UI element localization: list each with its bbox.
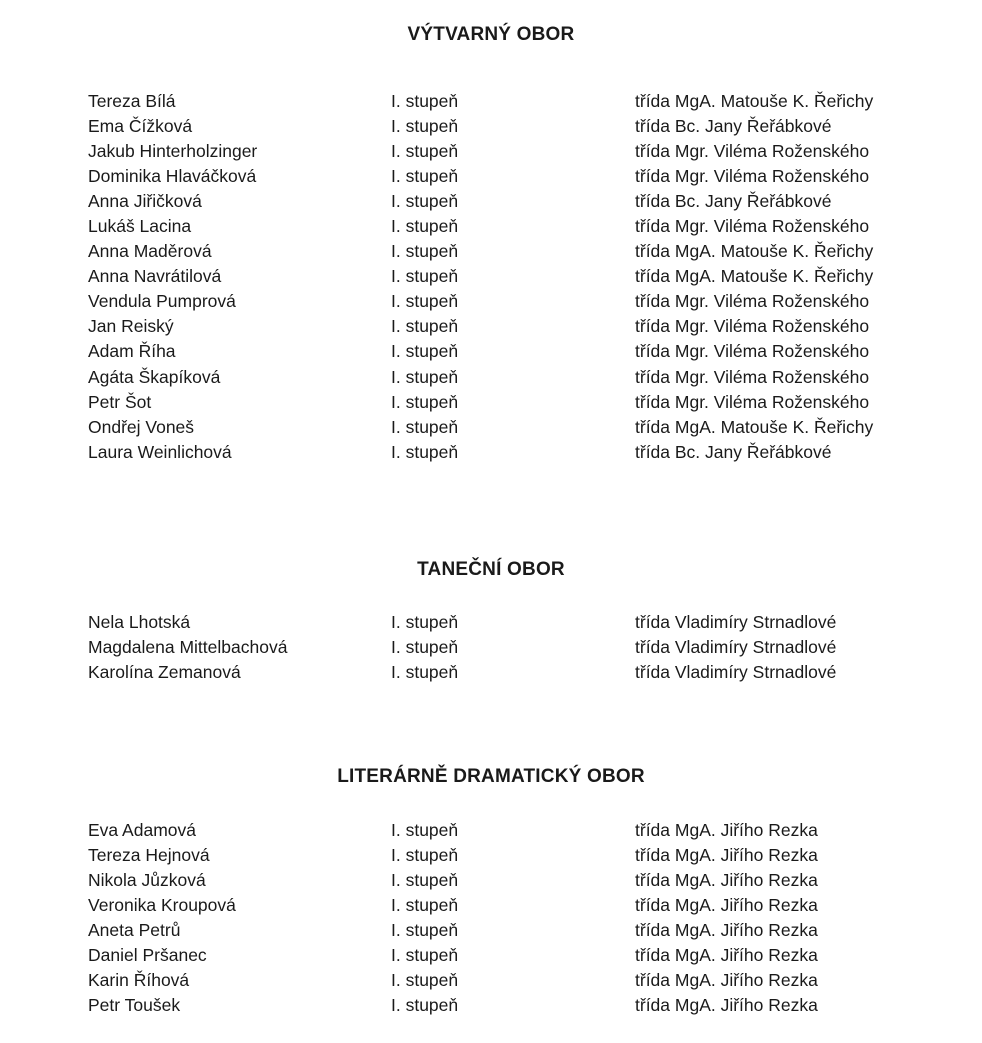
student-name: Anna Navrátilová [88,266,222,287]
student-name: Tereza Hejnová [88,844,210,865]
student-level: I. stupeň [391,291,459,312]
student-name: Jakub Hinterholzinger [88,140,258,161]
table-row [0,390,982,415]
table-row [0,214,982,239]
student-level: I. stupeň [391,391,459,412]
student-level: I. stupeň [391,441,459,462]
table-row [0,189,982,214]
student-name: Petr Toušek [88,995,181,1016]
student-name: Nela Lhotská [88,611,191,632]
student-class: třída MgA. Jiřího Rezka [635,995,818,1016]
student-level: I. stupeň [391,416,459,437]
student-list [0,610,982,685]
student-class: třída Vladimíry Strnadlové [635,661,837,682]
student-name: Veronika Kroupová [88,894,236,915]
table-row [0,635,982,660]
table-row [0,89,982,114]
table-row [0,339,982,364]
table-row [0,968,982,993]
student-name: Anna Maděrová [88,241,212,262]
section-title: VÝTVARNÝ OBOR [407,24,575,45]
student-level: I. stupeň [391,215,459,236]
table-row [0,415,982,440]
student-class: třída MgA. Jiřího Rezka [635,894,818,915]
table-row [0,264,982,289]
student-class: třída MgA. Jiřího Rezka [635,844,818,865]
student-name: Aneta Petrů [88,919,181,940]
student-class: třída Mgr. Viléma Roženského [635,316,870,337]
student-level: I. stupeň [391,844,459,865]
student-name: Anna Jiřičková [88,190,202,211]
student-class: třída Mgr. Viléma Roženského [635,391,870,412]
student-list [0,89,982,465]
section-title: TANEČNÍ OBOR [417,559,565,580]
student-name: Karin Říhová [88,970,190,991]
table-row [0,289,982,314]
student-level: I. stupeň [391,944,459,965]
student-name: Petr Šot [88,391,152,412]
student-level: I. stupeň [391,995,459,1016]
student-name: Vendula Pumprová [88,291,236,312]
student-name: Jan Reiský [88,316,174,337]
student-level: I. stupeň [391,90,459,111]
student-level: I. stupeň [391,819,459,840]
student-class: třída Mgr. Viléma Roženského [635,215,870,236]
student-level: I. stupeň [391,919,459,940]
student-class: třída MgA. Matouše K. Řeřichy [635,266,874,287]
table-row [0,164,982,189]
student-level: I. stupeň [391,894,459,915]
table-row [0,239,982,264]
table-row [0,993,982,1018]
student-class: třída Bc. Jany Řeřábkové [635,115,832,136]
student-class: třída MgA. Jiřího Rezka [635,919,818,940]
student-class: třída MgA. Matouše K. Řeřichy [635,90,874,111]
student-name: Magdalena Mittelbachová [88,636,288,657]
student-class: třída Mgr. Viléma Roženského [635,165,870,186]
student-level: I. stupeň [391,140,459,161]
student-level: I. stupeň [391,190,459,211]
student-level: I. stupeň [391,115,459,136]
student-class: třída Vladimíry Strnadlové [635,636,837,657]
section-title: LITERÁRNĚ DRAMATICKÝ OBOR [337,766,645,787]
table-row [0,314,982,339]
student-class: třída Mgr. Viléma Roženského [635,140,870,161]
student-name: Ema Čížková [88,115,193,136]
student-level: I. stupeň [391,661,459,682]
table-row [0,610,982,635]
table-row [0,114,982,139]
student-level: I. stupeň [391,266,459,287]
table-row [0,365,982,390]
student-level: I. stupeň [391,366,459,387]
table-row [0,818,982,843]
student-class: třída Vladimíry Strnadlové [635,611,837,632]
student-class: třída MgA. Jiřího Rezka [635,970,818,991]
student-name: Adam Říha [88,341,176,362]
table-row [0,139,982,164]
student-name: Karolína Zemanová [88,661,241,682]
student-name: Tereza Bílá [88,90,176,111]
student-class: třída Mgr. Viléma Roženského [635,341,870,362]
student-name: Lukáš Lacina [88,215,192,236]
table-row [0,440,982,465]
table-row [0,843,982,868]
student-class: třída MgA. Jiřího Rezka [635,819,818,840]
student-level: I. stupeň [391,869,459,890]
table-row [0,868,982,893]
student-name: Ondřej Voneš [88,416,195,437]
student-class: třída MgA. Jiřího Rezka [635,869,818,890]
student-name: Eva Adamová [88,819,196,840]
student-name: Daniel Pršanec [88,944,207,965]
student-level: I. stupeň [391,165,459,186]
student-level: I. stupeň [391,241,459,262]
student-name: Nikola Jůzková [88,869,206,890]
table-row [0,893,982,918]
student-class: třída MgA. Jiřího Rezka [635,944,818,965]
student-level: I. stupeň [391,636,459,657]
student-class: třída MgA. Matouše K. Řeřichy [635,241,874,262]
student-level: I. stupeň [391,341,459,362]
student-class: třída Mgr. Viléma Roženského [635,366,870,387]
student-class: třída MgA. Matouše K. Řeřichy [635,416,874,437]
student-level: I. stupeň [391,970,459,991]
student-level: I. stupeň [391,611,459,632]
student-class: třída Mgr. Viléma Roženského [635,291,870,312]
student-level: I. stupeň [391,316,459,337]
table-row [0,943,982,968]
student-name: Dominika Hlaváčková [88,165,257,186]
student-class: třída Bc. Jany Řeřábkové [635,190,832,211]
student-name: Agáta Škapíková [88,366,221,387]
student-list [0,818,982,1019]
table-row [0,660,982,685]
student-name: Laura Weinlichová [88,441,232,462]
student-class: třída Bc. Jany Řeřábkové [635,441,832,462]
table-row [0,918,982,943]
